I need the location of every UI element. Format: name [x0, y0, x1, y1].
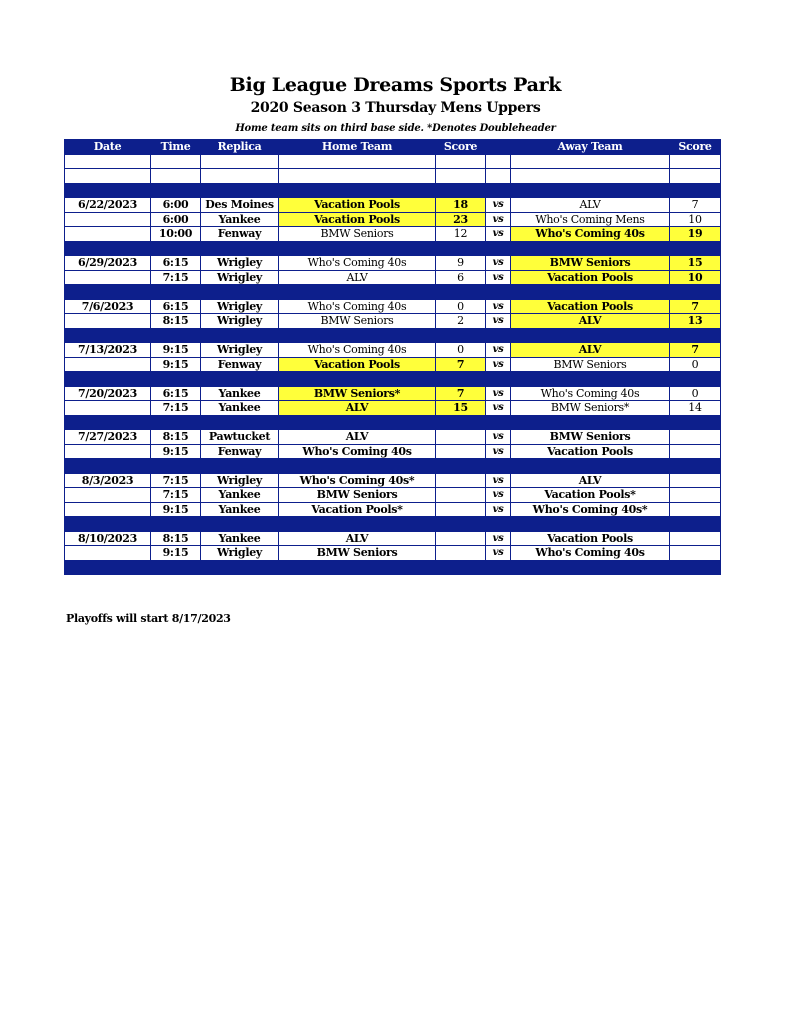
game-date	[65, 270, 151, 285]
week-separator-cell	[279, 183, 436, 198]
game-replica: Yankee	[201, 212, 279, 227]
home-score: 7	[436, 357, 486, 372]
week-separator-cell	[670, 459, 721, 474]
week-separator-cell	[511, 560, 670, 575]
week-separator-cell	[279, 517, 436, 532]
home-score	[436, 488, 486, 503]
home-score: 7	[436, 386, 486, 401]
blank-row-cell	[201, 169, 279, 184]
game-replica: Fenway	[201, 357, 279, 372]
game-replica: Wrigley	[201, 270, 279, 285]
away-score	[670, 546, 721, 561]
header-row	[65, 140, 721, 155]
home-score	[436, 531, 486, 546]
week-separator-cell	[201, 372, 279, 387]
week-separator	[65, 183, 721, 198]
week-separator-cell	[65, 459, 151, 474]
page-title: Big League Dreams Sports Park	[229, 74, 562, 96]
week-separator-cell	[201, 241, 279, 256]
game-date: 7/20/2023	[65, 386, 151, 401]
vs-label: vs	[486, 444, 511, 459]
week-separator-cell	[670, 560, 721, 575]
away-score	[670, 502, 721, 517]
game-row	[65, 314, 721, 329]
week-separator	[65, 459, 721, 474]
home-team: Who's Coming 40s	[279, 444, 436, 459]
game-time: 9:15	[151, 502, 201, 517]
vs-label: vs	[486, 227, 511, 242]
game-row	[65, 444, 721, 459]
week-separator-cell	[486, 241, 511, 256]
week-separator-cell	[486, 372, 511, 387]
game-time: 7:15	[151, 473, 201, 488]
week-separator-cell	[486, 517, 511, 532]
week-separator	[65, 415, 721, 430]
home-team: Who's Coming 40s	[279, 343, 436, 358]
game-date: 7/6/2023	[65, 299, 151, 314]
home-score	[436, 502, 486, 517]
away-team: BMW Seniors	[511, 256, 670, 271]
home-team: BMW Seniors	[279, 314, 436, 329]
blank-row-cell	[279, 169, 436, 184]
away-team: BMW Seniors	[511, 430, 670, 445]
away-team: Who's Coming Mens	[511, 212, 670, 227]
away-score: 15	[670, 256, 721, 271]
header-home-team: Home Team	[279, 140, 436, 155]
home-score: 6	[436, 270, 486, 285]
home-score: 23	[436, 212, 486, 227]
week-separator-cell	[436, 517, 486, 532]
home-score: 18	[436, 198, 486, 213]
blank-row-cell	[201, 154, 279, 169]
vs-label: vs	[486, 256, 511, 271]
week-separator-cell	[65, 183, 151, 198]
week-separator-cell	[151, 328, 201, 343]
game-row	[65, 386, 721, 401]
game-time: 6:15	[151, 386, 201, 401]
game-row	[65, 357, 721, 372]
vs-label: vs	[486, 386, 511, 401]
game-time: 8:15	[151, 314, 201, 329]
game-row	[65, 531, 721, 546]
home-score	[436, 444, 486, 459]
home-team: ALV	[279, 531, 436, 546]
vs-label: vs	[486, 299, 511, 314]
week-separator-cell	[151, 415, 201, 430]
away-score: 19	[670, 227, 721, 242]
game-time: 7:15	[151, 270, 201, 285]
week-separator-cell	[279, 328, 436, 343]
game-row	[65, 227, 721, 242]
home-team: Who's Coming 40s	[279, 256, 436, 271]
blank-row-cell	[486, 169, 511, 184]
week-separator-cell	[151, 241, 201, 256]
week-separator-cell	[65, 241, 151, 256]
week-separator-cell	[436, 328, 486, 343]
header-away-score: Score	[670, 140, 721, 155]
blank-row-cell	[670, 154, 721, 169]
game-date: 6/29/2023	[65, 256, 151, 271]
away-team: ALV	[511, 473, 670, 488]
week-separator	[65, 372, 721, 387]
game-row	[65, 430, 721, 445]
home-score: 2	[436, 314, 486, 329]
header-home-score: Score	[436, 140, 486, 155]
away-score: 10	[670, 212, 721, 227]
week-separator-cell	[201, 459, 279, 474]
week-separator-cell	[151, 517, 201, 532]
vs-label: vs	[486, 502, 511, 517]
game-replica: Fenway	[201, 227, 279, 242]
week-separator-cell	[486, 183, 511, 198]
game-row	[65, 343, 721, 358]
vs-label: vs	[486, 401, 511, 416]
game-row	[65, 256, 721, 271]
game-date	[65, 401, 151, 416]
away-team: Vacation Pools*	[511, 488, 670, 503]
game-replica: Wrigley	[201, 343, 279, 358]
game-time: 10:00	[151, 227, 201, 242]
blank-row-cell	[511, 154, 670, 169]
header-away-team: Away Team	[511, 140, 670, 155]
game-date	[65, 546, 151, 561]
week-separator-cell	[511, 183, 670, 198]
home-team: Vacation Pools	[279, 198, 436, 213]
week-separator-cell	[65, 517, 151, 532]
game-time: 9:15	[151, 546, 201, 561]
home-score: 15	[436, 401, 486, 416]
game-time: 6:15	[151, 256, 201, 271]
game-date	[65, 488, 151, 503]
away-team: ALV	[511, 314, 670, 329]
week-separator-cell	[511, 372, 670, 387]
game-date	[65, 357, 151, 372]
game-date	[65, 314, 151, 329]
week-separator-cell	[436, 459, 486, 474]
week-separator-cell	[436, 241, 486, 256]
blank-row-cell	[151, 169, 201, 184]
week-separator-cell	[65, 372, 151, 387]
vs-label: vs	[486, 546, 511, 561]
blank-row	[65, 154, 721, 169]
game-replica: Des Moines	[201, 198, 279, 213]
away-score: 10	[670, 270, 721, 285]
home-score: 0	[436, 299, 486, 314]
blank-row-cell	[279, 154, 436, 169]
game-replica: Wrigley	[201, 546, 279, 561]
week-separator-cell	[151, 183, 201, 198]
game-replica: Wrigley	[201, 299, 279, 314]
week-separator-cell	[65, 560, 151, 575]
week-separator-cell	[436, 285, 486, 300]
home-team: Vacation Pools*	[279, 502, 436, 517]
header-replica: Replica	[201, 140, 279, 155]
game-row	[65, 270, 721, 285]
home-score: 12	[436, 227, 486, 242]
game-row	[65, 488, 721, 503]
week-separator-cell	[670, 285, 721, 300]
vs-label: vs	[486, 343, 511, 358]
home-team: ALV	[279, 401, 436, 416]
vs-label: vs	[486, 488, 511, 503]
vs-label: vs	[486, 357, 511, 372]
game-row	[65, 299, 721, 314]
home-team: Who's Coming 40s	[279, 299, 436, 314]
week-separator-cell	[486, 285, 511, 300]
week-separator-cell	[201, 517, 279, 532]
game-date: 6/22/2023	[65, 198, 151, 213]
playoffs-note: Playoffs will start 8/17/2023	[66, 612, 231, 625]
game-row	[65, 546, 721, 561]
game-date	[65, 212, 151, 227]
week-separator-cell	[511, 285, 670, 300]
page-subtitle: 2020 Season 3 Thursday Mens Uppers	[250, 100, 541, 116]
header-vs	[486, 140, 511, 155]
header-date: Date	[65, 140, 151, 155]
game-replica: Yankee	[201, 401, 279, 416]
home-team: ALV	[279, 270, 436, 285]
game-replica: Wrigley	[201, 473, 279, 488]
game-date: 7/27/2023	[65, 430, 151, 445]
week-separator-cell	[436, 560, 486, 575]
away-team: BMW Seniors	[511, 357, 670, 372]
home-team: BMW Seniors	[279, 546, 436, 561]
game-time: 6:15	[151, 299, 201, 314]
away-team: ALV	[511, 198, 670, 213]
game-replica: Pawtucket	[201, 430, 279, 445]
blank-row	[65, 169, 721, 184]
schedule-body	[65, 154, 721, 575]
week-separator-cell	[279, 560, 436, 575]
home-team: Who's Coming 40s*	[279, 473, 436, 488]
blank-row-cell	[436, 154, 486, 169]
week-separator-cell	[670, 328, 721, 343]
away-team: BMW Seniors*	[511, 401, 670, 416]
home-score	[436, 473, 486, 488]
week-separator-cell	[670, 241, 721, 256]
week-separator-cell	[486, 560, 511, 575]
week-separator	[65, 328, 721, 343]
week-separator-cell	[201, 415, 279, 430]
away-team: Vacation Pools	[511, 299, 670, 314]
week-separator-cell	[65, 328, 151, 343]
week-separator-cell	[201, 560, 279, 575]
week-separator-cell	[511, 415, 670, 430]
week-separator-cell	[670, 183, 721, 198]
week-separator-cell	[279, 372, 436, 387]
home-team: Vacation Pools	[279, 212, 436, 227]
away-score: 7	[670, 343, 721, 358]
week-separator-cell	[151, 372, 201, 387]
game-replica: Fenway	[201, 444, 279, 459]
doubleheader-note: Home team sits on third base side. *Denotes Doubleheader	[235, 123, 556, 134]
away-score: 0	[670, 386, 721, 401]
away-score: 14	[670, 401, 721, 416]
game-row	[65, 502, 721, 517]
vs-label: vs	[486, 473, 511, 488]
away-score: 7	[670, 198, 721, 213]
week-separator-cell	[486, 415, 511, 430]
away-team: Vacation Pools	[511, 531, 670, 546]
blank-row-cell	[151, 154, 201, 169]
away-team: Who's Coming 40s	[511, 546, 670, 561]
away-score: 0	[670, 357, 721, 372]
game-replica: Yankee	[201, 386, 279, 401]
week-separator-cell	[511, 459, 670, 474]
home-team: BMW Seniors*	[279, 386, 436, 401]
game-date	[65, 502, 151, 517]
home-team: BMW Seniors	[279, 488, 436, 503]
game-replica: Yankee	[201, 502, 279, 517]
away-score: 13	[670, 314, 721, 329]
game-time: 6:00	[151, 198, 201, 213]
game-time: 8:15	[151, 531, 201, 546]
blank-row-cell	[65, 169, 151, 184]
game-time: 7:15	[151, 488, 201, 503]
away-team: Who's Coming 40s*	[511, 502, 670, 517]
game-time: 9:15	[151, 444, 201, 459]
week-separator	[65, 241, 721, 256]
vs-label: vs	[486, 531, 511, 546]
away-team: Who's Coming 40s	[511, 386, 670, 401]
away-score: 7	[670, 299, 721, 314]
game-date: 8/10/2023	[65, 531, 151, 546]
week-separator-cell	[201, 328, 279, 343]
week-separator-cell	[151, 459, 201, 474]
vs-label: vs	[486, 270, 511, 285]
home-team: Vacation Pools	[279, 357, 436, 372]
week-separator-cell	[436, 415, 486, 430]
week-separator-cell	[201, 285, 279, 300]
game-row	[65, 401, 721, 416]
header-time: Time	[151, 140, 201, 155]
week-separator-cell	[436, 183, 486, 198]
week-separator-cell	[486, 328, 511, 343]
blank-row-cell	[486, 154, 511, 169]
away-score	[670, 531, 721, 546]
blank-row-cell	[436, 169, 486, 184]
week-separator-cell	[511, 241, 670, 256]
game-date	[65, 227, 151, 242]
home-score: 9	[436, 256, 486, 271]
game-replica: Wrigley	[201, 256, 279, 271]
week-separator-cell	[511, 517, 670, 532]
blank-row-cell	[511, 169, 670, 184]
week-separator-cell	[670, 517, 721, 532]
week-separator	[65, 560, 721, 575]
week-separator-cell	[279, 415, 436, 430]
game-date	[65, 444, 151, 459]
week-separator-cell	[670, 415, 721, 430]
week-separator-cell	[65, 285, 151, 300]
game-time: 8:15	[151, 430, 201, 445]
away-score	[670, 473, 721, 488]
home-team: BMW Seniors	[279, 227, 436, 242]
game-date: 7/13/2023	[65, 343, 151, 358]
away-team: Vacation Pools	[511, 444, 670, 459]
blank-row-cell	[670, 169, 721, 184]
game-time: 9:15	[151, 357, 201, 372]
schedule-table	[64, 139, 721, 575]
vs-label: vs	[486, 198, 511, 213]
vs-label: vs	[486, 430, 511, 445]
away-score	[670, 444, 721, 459]
home-score	[436, 546, 486, 561]
week-separator-cell	[151, 285, 201, 300]
week-separator-cell	[436, 372, 486, 387]
game-replica: Yankee	[201, 488, 279, 503]
game-time: 9:15	[151, 343, 201, 358]
away-score	[670, 488, 721, 503]
game-row	[65, 473, 721, 488]
vs-label: vs	[486, 212, 511, 227]
away-team: ALV	[511, 343, 670, 358]
game-row	[65, 212, 721, 227]
vs-label: vs	[486, 314, 511, 329]
week-separator-cell	[201, 183, 279, 198]
week-separator-cell	[151, 560, 201, 575]
game-row	[65, 198, 721, 213]
game-replica: Wrigley	[201, 314, 279, 329]
week-separator-cell	[279, 285, 436, 300]
home-team: ALV	[279, 430, 436, 445]
away-team: Vacation Pools	[511, 270, 670, 285]
home-score: 0	[436, 343, 486, 358]
away-team: Who's Coming 40s	[511, 227, 670, 242]
game-replica: Yankee	[201, 531, 279, 546]
week-separator	[65, 285, 721, 300]
week-separator-cell	[279, 459, 436, 474]
game-time: 7:15	[151, 401, 201, 416]
week-separator-cell	[511, 328, 670, 343]
week-separator-cell	[65, 415, 151, 430]
game-time: 6:00	[151, 212, 201, 227]
game-date: 8/3/2023	[65, 473, 151, 488]
blank-row-cell	[65, 154, 151, 169]
week-separator	[65, 517, 721, 532]
week-separator-cell	[670, 372, 721, 387]
away-score	[670, 430, 721, 445]
home-score	[436, 430, 486, 445]
week-separator-cell	[486, 459, 511, 474]
week-separator-cell	[279, 241, 436, 256]
